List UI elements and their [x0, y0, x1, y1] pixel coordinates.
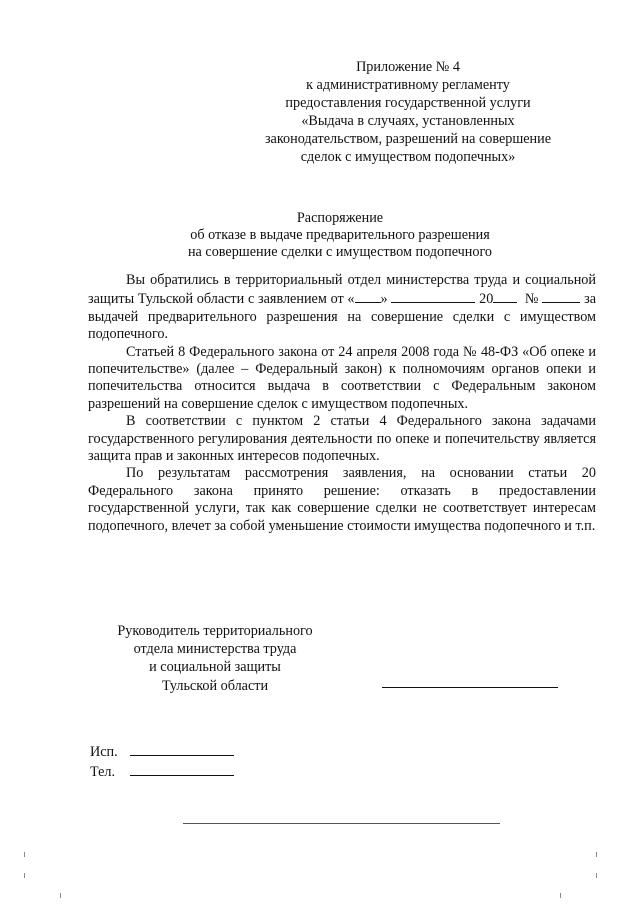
appendix-line: предоставления государственной услуги [285, 95, 531, 111]
signature-line: Тульской области [161, 677, 269, 694]
appendix-line: «Выдача в случаях, установленных [301, 113, 515, 129]
scan-mark [596, 873, 597, 878]
document-body [88, 272, 596, 535]
scan-mark [596, 852, 597, 857]
year-prefix: 20 [479, 291, 494, 308]
month-blank [391, 289, 475, 303]
paragraph-law: Статьей 8 Федерального закона от 24 апреля 2008 года № 48-ФЗ «Об опеке и попечительстве» (далее – Федеральный закон) к полномочиям органов опеки и попечительства относится выдача в соответствии с Федеральным законом разрешений на совершение сделок с имуществом подопечных. [88, 343, 596, 412]
scan-mark [60, 893, 61, 898]
scan-mark [24, 873, 25, 878]
appendix-line: Приложение № 4 [356, 59, 460, 75]
phone-blank [130, 763, 234, 776]
phone-label: Тел. [90, 764, 116, 780]
appendix-line: к административному регламенту [306, 77, 510, 93]
signature-underline [382, 687, 558, 688]
footer-divider [183, 823, 500, 824]
title-line: на совершение сделки с имуществом подопечного [187, 244, 493, 260]
executor-blank [130, 743, 234, 756]
title-line: об отказе в выдаче предварительного разрешения [190, 227, 490, 243]
signature-line: Руководитель территориального [117, 623, 313, 639]
scan-mark [24, 852, 25, 857]
appendix-line: законодательством, разрешений на совершение [264, 131, 552, 147]
signature-line: отдела министерства труда [133, 641, 297, 658]
number-blank [542, 289, 580, 303]
title-heading: Распоряжение [296, 210, 384, 226]
signature-block [90, 622, 340, 695]
paragraph-request [88, 272, 596, 344]
signature-line: и социальной защиты [149, 659, 281, 676]
day-blank [355, 289, 381, 303]
scan-mark [560, 893, 561, 898]
paragraph-text: Вы обратились в территориальный отдел министерства труда и социальной защиты Тульской области с заявлением от « [88, 272, 596, 308]
year-blank [493, 289, 517, 303]
appendix-line: сделок с имуществом подопечных» [300, 149, 516, 165]
executor-block [90, 742, 234, 782]
number-sign: № [524, 291, 539, 308]
quote-close: » [380, 291, 388, 308]
paragraph-text: за выдачей предварительного разрешения на совершение сделки с имуществом подопечного. [88, 291, 597, 343]
appendix-header [238, 58, 578, 166]
paragraph-decision: По результатам рассмотрения заявления, на основании статьи 20 Федерального закона принято решение: отказать в предоставлении государственной услуги, так как совершение сделки не соответствует интересам подопечного, влечет за собой уменьшение стоимости имущества подопечного и т.п. [88, 465, 596, 534]
document-title [140, 210, 540, 261]
paragraph-tasks: В соответствии с пунктом 2 статьи 4 Федерального закона задачами государственного регулирования деятельности по опеке и попечительству является защита прав и законных интересов подопечных. [88, 413, 596, 465]
executor-label: Исп. [90, 744, 118, 760]
